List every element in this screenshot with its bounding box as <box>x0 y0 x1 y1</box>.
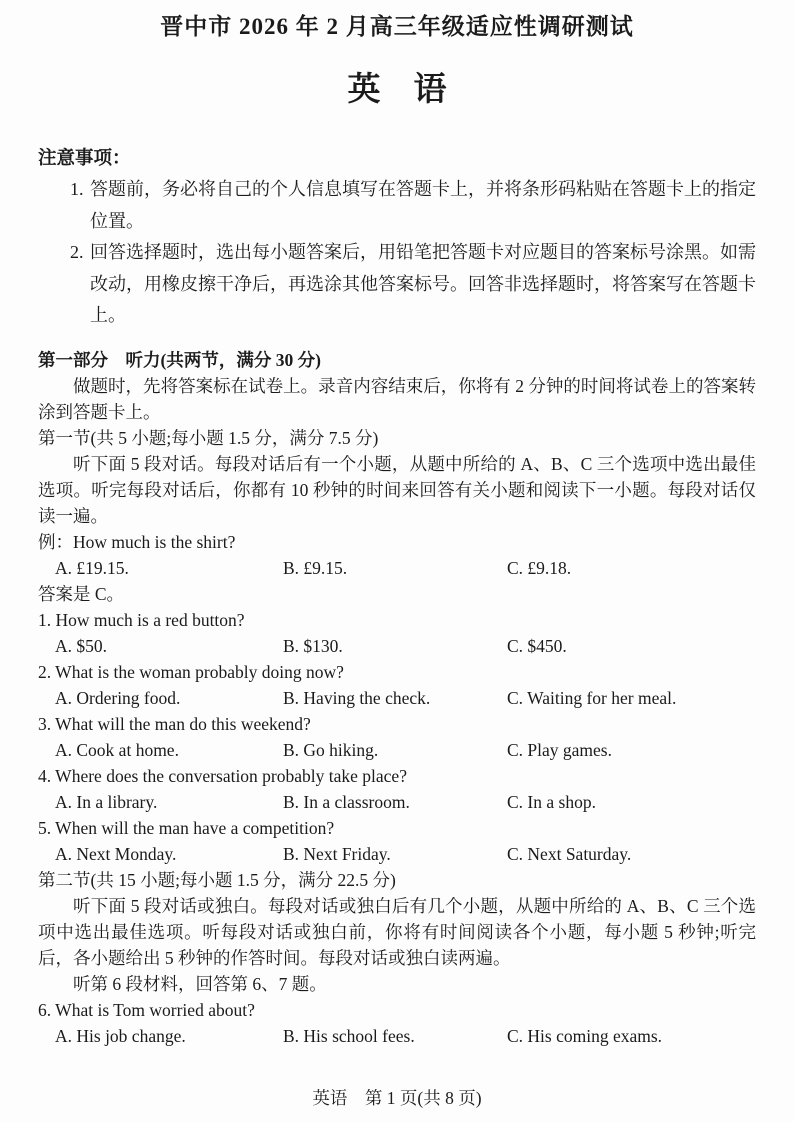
question-text: 5. When will the man have a competition? <box>38 817 335 838</box>
option-c: C. His coming exams. <box>507 1025 663 1046</box>
option-b: B. $130. <box>283 635 343 656</box>
option-a: A. $50. <box>55 635 108 656</box>
option-b: B. His school fees. <box>283 1025 415 1046</box>
section2-instructions: 听下面 5 段对话或独白。每段对话或独白后有几个小题，从题中所给的 A、B、C 三个选项中选出最佳选项。听每段对话或独白前，你将有时间阅读各个小题，每小题 5 秒钟;听完后，各小题给出 5 秒钟的作答时间。每段对话或独白读两遍。 <box>38 895 756 968</box>
option-b: B. Go hiking. <box>283 739 379 760</box>
page-footer: 英语 第 1 页(共 8 页) <box>312 1088 482 1108</box>
notice-item <box>38 237 756 332</box>
notice-number: 1. <box>70 179 84 199</box>
example-prompt: 例：How much is the shirt? <box>38 531 236 552</box>
notices-section <box>38 144 756 332</box>
option-c: C. Next Saturday. <box>507 843 632 864</box>
notice-number: 2. <box>70 242 84 262</box>
option-a: A. Cook at home. <box>55 739 179 760</box>
option-a: A. His job change. <box>55 1025 186 1046</box>
question-text: 3. What will the man do this weekend? <box>38 713 311 734</box>
options-row <box>38 633 756 659</box>
option-b: B. £9.15. <box>283 557 348 578</box>
notice-text: 答题前，务必将自己的个人信息填写在答题卡上，并将条形码粘贴在答题卡上的指定位置。 <box>90 179 756 231</box>
option-c: C. In a shop. <box>507 791 596 812</box>
exam-title: 晋中市 2026 年 2 月高三年级适应性调研测试 <box>160 14 634 39</box>
part1-heading: 第一部分 听力(共两节，满分 30 分) <box>38 349 321 370</box>
notices-heading: 注意事项： <box>38 149 131 169</box>
option-c: C. £9.18. <box>507 557 572 578</box>
option-a: A. In a library. <box>55 791 158 812</box>
options-row <box>38 737 756 763</box>
material6-line: 听第 6 段材料，回答第 6、7 题。 <box>73 973 327 994</box>
example-options-row <box>38 555 756 581</box>
question-text: 6. What is Tom worried about? <box>38 999 255 1020</box>
option-b: B. In a classroom. <box>283 791 410 812</box>
notice-item <box>38 174 756 237</box>
exam-subject: 英 语 <box>347 72 447 108</box>
options-row <box>38 789 756 815</box>
option-c: C. Waiting for her meal. <box>507 687 677 708</box>
section1-instructions: 听下面 5 段对话。每段对话后有一个小题，从题中所给的 A、B、C 三个选项中选出最佳选项。听完每段对话后，你都有 10 秒钟的时间来回答有关小题和阅读下一小题。每段对话仅读一遍。 <box>38 453 756 526</box>
question-text: 4. Where does the conversation probably take place? <box>38 765 407 786</box>
option-c: C. $450. <box>507 635 567 656</box>
question-text: 2. What is the woman probably doing now? <box>38 661 344 682</box>
option-a: A. Ordering food. <box>55 687 181 708</box>
options-row <box>38 1023 756 1049</box>
options-row <box>38 685 756 711</box>
options-row <box>38 841 756 867</box>
notice-text: 回答选择题时，选出每小题答案后，用铅笔把答题卡对应题目的答案标号涂黑。如需改动，用橡皮擦干净后，再选涂其他答案标号。回答非选择题时，将答案写在答题卡上。 <box>90 242 756 325</box>
part1-intro: 做题时，先将答案标在试卷上。录音内容结束后，你将有 2 分钟的时间将试卷上的答案转涂到答题卡上。 <box>38 375 756 422</box>
section2-heading: 第二节(共 15 小题;每小题 1.5 分，满分 22.5 分) <box>38 869 396 890</box>
option-a: A. £19.15. <box>55 557 129 578</box>
section1-heading: 第一节(共 5 小题;每小题 1.5 分，满分 7.5 分) <box>38 427 379 448</box>
question-text: 1. How much is a red button? <box>38 609 245 630</box>
option-a: A. Next Monday. <box>55 843 177 864</box>
example-answer: 答案是 C。 <box>38 583 125 604</box>
option-b: B. Next Friday. <box>283 843 391 864</box>
option-b: B. Having the check. <box>283 687 431 708</box>
part1-listening-section <box>38 347 756 1049</box>
option-c: C. Play games. <box>507 739 612 760</box>
